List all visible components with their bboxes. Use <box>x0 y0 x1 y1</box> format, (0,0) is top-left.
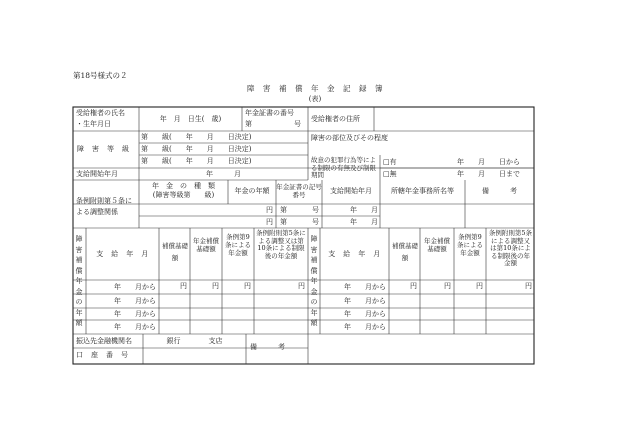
yen-l-3: 円 <box>244 282 251 290</box>
grade-row-2[interactable]: 第 級( 年 月 日決定) <box>141 145 252 153</box>
adjust-notes-label: 備 考 <box>482 187 517 195</box>
ledger-period-label-left: 支 給 年 月 <box>96 250 149 258</box>
yen-r-3: 円 <box>476 282 483 290</box>
pension-kind-sub: (障害等級第 級) <box>152 191 215 199</box>
grade-label: 障 害 等 級 <box>77 145 130 153</box>
crime-limit-label: 故意の犯罪行為等による制限の有無及び制限期間 <box>311 156 376 180</box>
annual-amount-label: 年金の年額 <box>234 187 270 195</box>
col-adjusted-left: 条例附則第5条による調整又は第10条による制限後の年金額 <box>256 229 306 260</box>
grade-row-1[interactable]: 第 級( 年 月 日決定) <box>141 133 252 141</box>
address-label: 受給権者の住所 <box>311 115 360 123</box>
adjust-yen-1: 円 <box>266 206 273 214</box>
adjust-dai-2: 第 <box>280 218 287 226</box>
limit-to[interactable]: 年 月 日まで <box>457 170 520 178</box>
account-label: 口 座 番 号 <box>76 351 129 359</box>
pension-kind-label: 年 金 の 種 類 <box>152 182 215 190</box>
cert-number-label: 年金証書の番号 <box>245 109 294 117</box>
adjust-gou-2: 号 <box>312 218 319 226</box>
yen-l-4: 円 <box>298 282 305 290</box>
from-r-3[interactable]: 年 月から <box>344 310 386 318</box>
yen-l-2: 円 <box>212 282 219 290</box>
yen-l-1: 円 <box>180 282 187 290</box>
col-adjusted-right: 条例附則第5条による調整又は第10条による制限後の年金額 <box>488 229 533 267</box>
from-r-4[interactable]: 年 月から <box>344 323 386 331</box>
from-l-1[interactable]: 年 月から <box>114 283 156 291</box>
recipient-name-label: 受給権者の氏名 <box>76 109 125 117</box>
yen-r-4: 円 <box>525 282 532 290</box>
ledger-period-label-right: 支 給 年 月 <box>328 250 381 258</box>
adjust-start-label: 支給開始年月 <box>330 187 372 195</box>
from-l-2[interactable]: 年 月から <box>114 297 156 305</box>
from-r-2[interactable]: 年 月から <box>344 297 386 305</box>
adjust-yen-2: 円 <box>266 218 273 226</box>
adjust-ym-2: 年 月 <box>350 218 378 226</box>
cert-number-field[interactable]: 第 号 <box>245 120 301 128</box>
bank-field[interactable]: 銀行 支店 <box>166 337 223 345</box>
start-field[interactable]: 年 月 <box>206 170 241 178</box>
col-article9-right: 条例第9条による年金額 <box>457 233 483 257</box>
col-article9-left: 条例第9条による年金額 <box>225 233 251 257</box>
yen-r-1: 円 <box>410 282 417 290</box>
col-annual-base-right: 年金補償基礎額 <box>424 237 450 253</box>
grade-row-3[interactable]: 第 級( 年 月 日決定) <box>141 157 252 165</box>
form-subtitle: (表) <box>308 95 322 103</box>
recipient-dob-label: ・生年月日 <box>76 120 111 128</box>
recipient-dob-field[interactable]: 年 月 日生( 歳) <box>159 115 222 123</box>
bank-label: 振込先金融機関名 <box>76 337 132 345</box>
address-field[interactable] <box>377 116 531 126</box>
form-number: 第18号様式の２ <box>73 71 128 80</box>
col-annual-base-left: 年金補償基礎額 <box>193 237 219 253</box>
adjust-gou-1: 号 <box>312 206 319 214</box>
ledger-side-label-right: 障害補償年金の年額 <box>310 235 318 327</box>
bank-notes-label: 備 考 <box>250 343 285 351</box>
from-l-3[interactable]: 年 月から <box>114 310 156 318</box>
adjust-label: 条例附則第５条による調整関係 <box>76 197 132 216</box>
cert-code-label: 年金証書の記号番号 <box>276 183 322 199</box>
adjust-dai-1: 第 <box>280 206 287 214</box>
from-r-1[interactable]: 年 月から <box>344 283 386 291</box>
limit-from[interactable]: 年 月 日から <box>457 158 520 166</box>
limit-no-checkbox[interactable]: □無 <box>383 170 397 178</box>
col-base-left: 補償基礎額 <box>162 242 188 262</box>
adjust-ym-1: 年 月 <box>350 206 378 214</box>
ledger-side-label-left: 障害補償年金の年額 <box>75 235 83 327</box>
yen-r-2: 円 <box>444 282 451 290</box>
office-label: 所轄年金事務所名等 <box>391 187 454 195</box>
account-field[interactable] <box>146 351 244 361</box>
form-title: 障 害 補 償 年 金 記 録 簿 <box>247 84 383 93</box>
start-label: 支給開始年月 <box>76 170 118 178</box>
col-base-right: 補償基礎額 <box>392 242 418 262</box>
from-l-4[interactable]: 年 月から <box>114 323 156 331</box>
limit-yes-checkbox[interactable]: □有 <box>383 158 397 166</box>
injury-part-label: 障害の部位及びその程度 <box>311 134 388 142</box>
